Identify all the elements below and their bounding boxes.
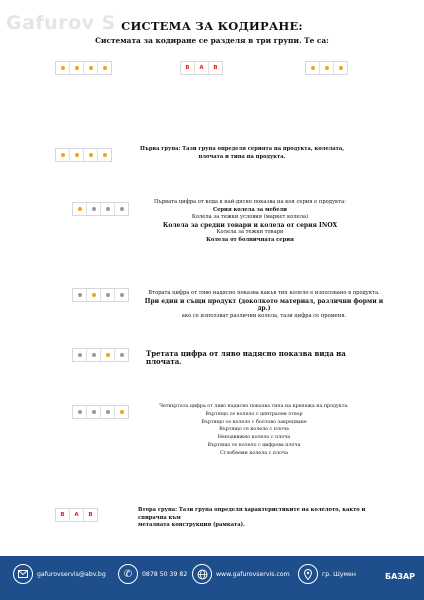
email-icon <box>13 564 33 584</box>
logo-text: БАЗАР <box>384 572 416 581</box>
page-subtitle: Системата за кодиране се разделя в три групи. Те са: <box>95 36 329 45</box>
digit-4-intro: Четвъртата цифра от ляво надясно показва типа на крепежа на продукта. <box>159 404 349 409</box>
digit-4-item: Сглобяеми колела с плоча <box>220 450 288 456</box>
code-box-second-group <box>55 508 98 522</box>
footer-phone[interactable]: 0878 50 39 82 <box>142 571 188 578</box>
bazar-logo <box>382 561 418 591</box>
first-group-text: Първа група: Тази група определя серията на продукта, колелата, плочата и типа на продукта. <box>139 146 345 160</box>
page-title: СИСТЕМА ЗА КОДИРАНЕ: <box>121 19 303 33</box>
digit-1-item: Колела за тежки товари <box>216 229 284 236</box>
digit-2-line: Втората цифра от ляво надясно показва какъв тип колело е използвано в продукта. <box>148 290 380 296</box>
code-box-digit-4 <box>72 405 129 419</box>
footer-website[interactable]: www.gafurovservis.com <box>216 571 290 578</box>
digit-1-block <box>140 199 360 245</box>
code-letter: B <box>185 65 190 71</box>
watermark: Gafurov S <box>6 12 116 34</box>
digit-1-item: Серия колела за мебели <box>212 206 288 213</box>
location-icon <box>298 564 318 584</box>
code-box-group-1 <box>55 61 112 75</box>
code-box-digit-3 <box>72 348 129 362</box>
digit-4-item: Въртящо се колело с цифрова плоча <box>207 442 301 448</box>
digit-2-line: ако се използват различни колела, тази цифра се променя. <box>181 312 347 319</box>
digit-1-intro: Първата цифра от кода в най-дясно показва на коя серия е продукта: <box>154 199 346 205</box>
footer-email[interactable]: gafurovservis@abv.bg <box>37 571 106 578</box>
digit-4-item: Въртящо се колело с болтово закрепване <box>201 419 307 425</box>
digit-3-text: Третата цифра от ляво надясно показва вида на плочата. <box>146 349 346 366</box>
digit-4-item: Въртящо се колело с централен отвор <box>205 411 303 417</box>
digit-4-item: Въртящо се колело с плоча <box>219 427 289 433</box>
digit-2-block <box>144 290 384 320</box>
digit-4-block <box>144 403 364 458</box>
code-box-digit-1 <box>72 202 129 216</box>
code-letter: A <box>74 512 79 518</box>
second-group-block <box>138 507 388 530</box>
second-group-line: металната конструкция (рамката). <box>138 522 245 529</box>
footer-bar <box>0 556 424 600</box>
code-letter: B <box>60 512 65 518</box>
code-box-group-3 <box>305 61 348 75</box>
digit-1-item: Колела за тежки условия (маркет колела) <box>191 214 309 221</box>
code-letter: B <box>88 512 93 518</box>
code-box-digit-2 <box>72 288 129 302</box>
digit-1-item: Колела от болничната серия <box>206 236 294 243</box>
digit-1-item: Колела за средни товари и колела от серия INOX <box>162 221 338 229</box>
code-box-group-2 <box>180 61 223 75</box>
digit-2-line: При един и същи продукт (доколкото материал, различни форми и др.) <box>144 297 384 313</box>
code-box-first-group <box>55 148 112 162</box>
digit-4-item: Неподвижно колело с плоча <box>217 435 291 441</box>
code-letter: B <box>213 65 218 71</box>
second-group-line: Втора група: Тази група определя характеристиките на колелото, както и спирачна към <box>138 507 366 521</box>
footer-city: гр. Шумен <box>322 571 356 578</box>
globe-icon <box>192 564 212 584</box>
phone-icon: ✆ <box>118 564 138 584</box>
code-letter: A <box>199 65 204 71</box>
